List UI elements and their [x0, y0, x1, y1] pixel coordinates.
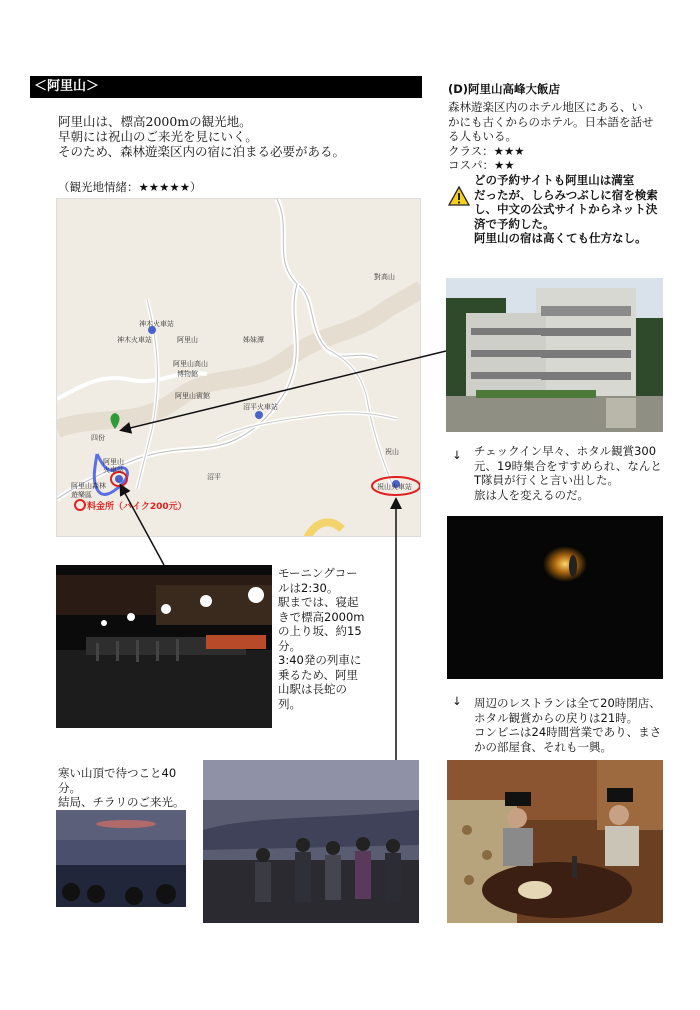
summit-line: 分。: [58, 780, 81, 795]
sunrise-photo: [56, 810, 186, 907]
map-label: 阿里山森林: [71, 482, 106, 490]
summit-line: 結局、チラリのご来光。: [58, 795, 185, 809]
map-label: 沼平: [207, 473, 221, 481]
hotel-note-line: どの予約サイトも阿里山は満室: [474, 173, 635, 187]
hotel-note-line: し、中文の公式サイトからネット決: [474, 202, 658, 216]
firefly-line: 旅は人を変えるのだ。: [474, 487, 589, 502]
morning-line: ルは2:30。: [278, 580, 339, 595]
hotel-note-line: だったが、しらみつぶしに宿を検索: [474, 187, 658, 202]
summit-line: 寒い山頂で待つこと40: [58, 766, 177, 780]
summit-crowd-photo: [203, 760, 419, 923]
map-label: 祝山火車站: [377, 483, 412, 491]
morning-text: [278, 566, 364, 711]
room-dinner-photo: [447, 760, 663, 923]
station-queue-photo-art: [56, 565, 272, 728]
hotel-cospa: コスパ：★★: [448, 158, 515, 172]
map-label: 火車站: [103, 466, 124, 474]
hotel-desc-line: 森林遊楽区内のホテル地区にある、い: [448, 100, 643, 114]
map-label: 四份: [91, 434, 105, 442]
firefly-photo-art: [447, 516, 663, 679]
morning-line: 分。: [278, 638, 301, 653]
firefly-line: チェックイン早々、ホタル観賞300: [474, 444, 657, 458]
restaurant-line: ホタル観賞からの戻りは21時。: [474, 710, 639, 725]
hotel-photo-art: [446, 278, 663, 432]
summit-text: [58, 766, 185, 810]
map-label: 阿里山賓館: [175, 392, 210, 400]
morning-line: 列。: [278, 696, 301, 711]
hotel-class: クラス：★★★: [448, 143, 525, 158]
station-queue-photo: [56, 565, 272, 728]
toll-label: 料金所（バイク200元）: [87, 502, 187, 512]
restaurant-line: コンビニは24時間営業であり、まさ: [474, 725, 662, 739]
map-label: 阿里山: [177, 336, 198, 344]
map-label: 阿里山: [103, 458, 124, 466]
hotel-title: (D)阿里山高峰大飯店: [448, 82, 561, 96]
rating-text: （観光地情緒：★★★★★）: [58, 180, 202, 194]
firefly-photo: [447, 516, 663, 679]
morning-line: 3:40発の列車に: [278, 653, 362, 667]
warning-icon: [448, 186, 470, 206]
morning-line: モーニングコー: [278, 566, 358, 580]
firefly-line: T隊員が行くと言い出した。: [474, 473, 620, 487]
firefly-line: 元、19時集合をすすめられ、なんと: [474, 458, 662, 473]
restaurant-text: [474, 696, 661, 754]
map-label: 遊樂區: [71, 491, 92, 499]
hotel-desc-line: る人もいる。: [448, 129, 517, 143]
firefly-arrow: ↓: [452, 448, 462, 462]
summit-crowd-photo-art: [203, 760, 419, 923]
section-banner: ＜阿里山＞: [30, 76, 422, 98]
hotel-note-line: 済で予約した。: [474, 216, 555, 231]
hotel-desc: [448, 100, 654, 173]
map-label: 祝山: [385, 448, 399, 456]
map-label: 博物館: [177, 370, 198, 378]
room-dinner-photo-art: [447, 760, 663, 923]
restaurant-line: かの部屋食、それも一興。: [474, 739, 612, 754]
intro-line: そのため、森林遊楽区内の宿に泊まる必要がある。: [58, 144, 346, 159]
map-label: 阿里山高山: [173, 360, 208, 368]
hotel-photo: [446, 278, 663, 432]
map-label: 沼平火車站: [243, 403, 278, 411]
morning-line: きで標高2000m: [278, 609, 365, 624]
morning-line: 駅までは、寝起: [278, 595, 359, 609]
restaurant-line: 周辺のレストランは全て20時閉店、: [474, 696, 661, 710]
sunrise-photo-art: [56, 810, 186, 907]
hotel-desc-line: かにも古くからのホテル。日本語を話せ: [448, 114, 654, 129]
firefly-text: [474, 444, 662, 502]
hotel-note-line: 阿里山の宿は高くても仕方なし。: [474, 231, 647, 245]
morning-line: 乗るため、阿里: [278, 667, 359, 682]
map-label: 神木火車站: [117, 336, 152, 344]
map-label: 對高山: [374, 273, 395, 281]
intro-line: 阿里山は、標高2000mの観光地。: [58, 114, 252, 129]
hotel-note: [474, 173, 658, 246]
intro-line: 早朝には祝山のご来光を見にいく。: [58, 129, 258, 144]
morning-line: の上り坂、約15: [278, 624, 362, 638]
morning-line: 山駅は長蛇の: [278, 682, 347, 696]
map-label: 神木火車站: [139, 320, 174, 328]
map-label: 姊妹潭: [243, 336, 264, 344]
restaurant-arrow: ↓: [452, 694, 462, 708]
